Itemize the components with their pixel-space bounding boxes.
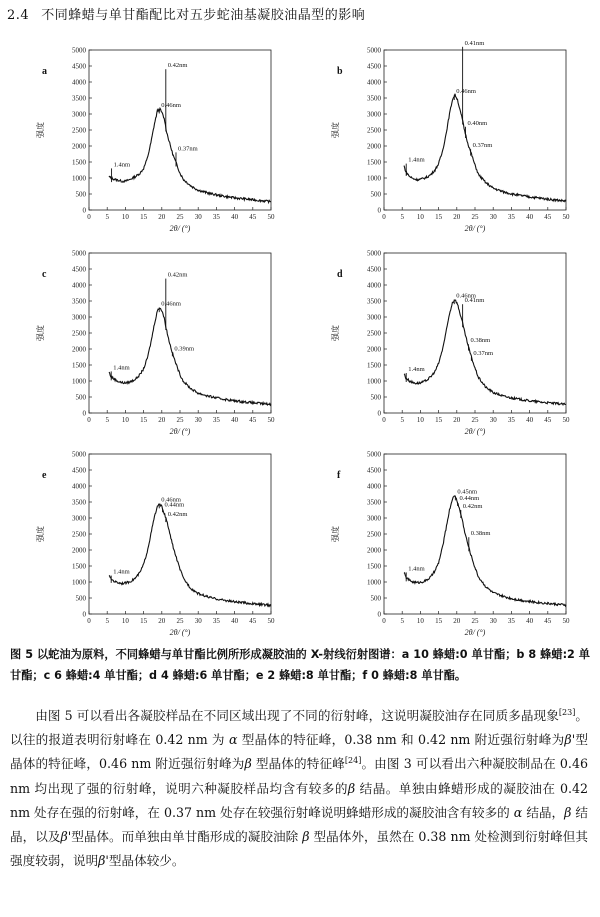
x-tick-label: 35 [507, 416, 515, 424]
peak-label: 1.4nm [113, 364, 130, 372]
x-tick-label: 40 [231, 617, 239, 625]
x-tick-label: 15 [140, 213, 148, 221]
x-tick-label: 20 [158, 416, 166, 424]
peak-label: 0.37nm [177, 145, 198, 153]
x-tick-label: 45 [249, 416, 257, 424]
body-text-segment: 型晶体的特征峰 [251, 756, 345, 772]
x-tick-label: 30 [489, 617, 497, 625]
panel-label: e [42, 470, 47, 481]
y-tick-label: 1000 [367, 174, 381, 183]
x-tick-label: 0 [382, 617, 386, 625]
y-tick-label: 4500 [72, 62, 86, 71]
body-text-segment: 结晶，以及 [10, 804, 588, 845]
peak-label: 0.42nm [462, 503, 483, 510]
peak-label: 0.46nm [456, 87, 476, 95]
peak-label: 0.37nm [473, 350, 494, 357]
x-axis-label: 2θ/ (°) [464, 427, 486, 436]
x-tick-label: 5 [400, 617, 404, 625]
y-tick-label: 500 [75, 393, 86, 402]
citation-ref: [23] [558, 707, 576, 717]
greek-symbol: β' [98, 853, 109, 869]
x-tick-label: 5 [105, 416, 109, 424]
chart-svg [300, 40, 590, 242]
xrd-panel-c [5, 243, 295, 445]
x-tick-label: 25 [176, 416, 184, 424]
x-tick-label: 0 [87, 617, 91, 625]
body-text-segment: 型晶体的特征峰，0.38 nm 和 0.42 nm 附近强衍射峰为 [237, 732, 565, 748]
peak-label: 0.46nm [161, 102, 181, 110]
panel-label: b [337, 66, 343, 77]
chart-svg [300, 444, 590, 646]
xrd-curve [109, 504, 271, 606]
y-tick-label: 1000 [367, 377, 381, 386]
x-tick-label: 20 [453, 416, 461, 424]
panel-label: a [42, 66, 47, 77]
chart-svg [5, 444, 295, 646]
y-tick-label: 2000 [72, 546, 86, 555]
x-tick-label: 15 [435, 416, 443, 424]
figure-caption [10, 644, 590, 686]
y-tick-label: 4500 [367, 466, 381, 475]
x-tick-label: 10 [121, 416, 129, 424]
peak-label: 1.4nm [113, 568, 130, 576]
x-tick-label: 50 [267, 416, 275, 424]
y-tick-label: 0 [377, 206, 381, 215]
y-axis-label: 强度 [331, 325, 340, 341]
x-axis-label: 2θ/ (°) [169, 224, 191, 233]
y-axis-label: 强度 [331, 122, 340, 138]
x-tick-label: 40 [231, 416, 239, 424]
xrd-panel-a [5, 40, 295, 242]
y-tick-label: 4500 [72, 265, 86, 274]
y-tick-label: 2500 [367, 329, 381, 338]
x-tick-label: 40 [526, 213, 534, 221]
y-tick-label: 2000 [72, 345, 86, 354]
y-tick-label: 1500 [367, 158, 381, 167]
y-tick-label: 1500 [72, 361, 86, 370]
y-tick-label: 2000 [72, 142, 86, 151]
x-tick-label: 35 [212, 617, 220, 625]
x-tick-label: 20 [453, 213, 461, 221]
body-text-segment: 由图 5 可以看出各凝胶样品在不同区域出现了不同的衍射峰，这说明凝胶油存在同质多晶现象 [35, 708, 559, 723]
y-tick-label: 1000 [72, 377, 86, 386]
peak-label: 0.46nm [161, 300, 181, 308]
x-tick-label: 5 [400, 416, 404, 424]
x-axis-label: 2θ/ (°) [169, 427, 191, 436]
section-title: 不同蜂蜡与单甘酯配比对五步蛇油基凝胶油晶型的影响 [41, 8, 366, 23]
xrd-panel-f [300, 444, 590, 646]
plot-frame [384, 253, 566, 413]
body-text-segment: 型晶体。而单独由单甘酯形成的凝胶油除 [71, 829, 303, 845]
x-tick-label: 0 [87, 416, 91, 424]
body-text-segment: 型晶体的特征峰，0.46 nm 附近强衍射峰为 [10, 732, 589, 772]
y-tick-label: 4000 [367, 482, 381, 491]
y-tick-label: 2500 [367, 530, 381, 539]
x-tick-label: 5 [400, 213, 404, 221]
x-tick-label: 40 [526, 416, 534, 424]
x-tick-label: 40 [231, 213, 239, 221]
peak-label: 0.44nm [459, 495, 480, 502]
x-axis-label: 2θ/ (°) [464, 628, 486, 637]
y-tick-label: 0 [377, 409, 381, 418]
y-tick-label: 5000 [72, 249, 86, 258]
citation-ref: [24] [344, 756, 362, 766]
panel-label: c [42, 269, 47, 280]
section-number: 2.4 [7, 8, 30, 23]
y-tick-label: 0 [82, 409, 86, 418]
greek-symbol: β' [60, 829, 72, 845]
body-text-segment: 型晶体较少。 [108, 853, 185, 869]
x-tick-label: 10 [416, 416, 424, 424]
body-text-segment: 结晶。单独由蜂蜡形成的凝胶油在 0.42 nm 处存在强的衍射峰，在 0.37 nm 处存在较强衍射峰说明蜂蜡形成的凝胶油含有较多的 [10, 780, 588, 820]
x-tick-label: 10 [121, 213, 129, 221]
peak-label: 1.4nm [408, 366, 425, 373]
figure-caption-text: 以蛇油为原料，不同蜂蜡与单甘酯比例所形成凝胶油的 X-射线衍射图谱：a 10 蜂蜡:0 单甘酯；b 8 蜂蜡:2 单甘酯；c 6 蜂蜡:4 单甘酯；d 4 蜂蜡:6 单甘酯；e 2 蜂蜡:8 单甘酯；f 0 蜂蜡:8 单甘酯。 [10, 648, 590, 682]
peak-label: 0.46nm [456, 292, 476, 300]
x-tick-label: 15 [140, 617, 148, 625]
x-tick-label: 50 [267, 617, 275, 625]
y-axis-label: 强度 [36, 526, 45, 542]
y-axis-label: 强度 [36, 122, 45, 138]
plot-frame [384, 50, 566, 210]
xrd-curve [404, 496, 566, 606]
y-tick-label: 0 [82, 610, 86, 619]
y-tick-label: 2500 [72, 126, 86, 135]
x-tick-label: 10 [121, 617, 129, 625]
x-tick-label: 30 [194, 213, 202, 221]
panel-label: d [337, 269, 343, 280]
peak-label: 0.38nm [470, 530, 491, 538]
x-tick-label: 35 [212, 213, 220, 221]
x-tick-label: 25 [176, 213, 184, 221]
y-tick-label: 2500 [72, 329, 86, 338]
y-tick-label: 3000 [72, 313, 86, 322]
peak-label: 0.44nm [164, 501, 185, 509]
xrd-panel-d [300, 243, 590, 445]
x-tick-label: 30 [489, 213, 497, 221]
section-heading [7, 4, 365, 23]
y-tick-label: 1500 [72, 158, 86, 167]
y-tick-label: 1000 [367, 578, 381, 587]
x-tick-label: 50 [562, 416, 570, 424]
y-axis-label: 强度 [36, 325, 45, 341]
x-tick-label: 30 [489, 416, 497, 424]
y-tick-label: 3500 [367, 297, 381, 306]
greek-symbol: β [244, 756, 252, 772]
x-tick-label: 40 [526, 617, 534, 625]
chart-svg [300, 243, 590, 445]
x-tick-label: 50 [562, 213, 570, 221]
y-tick-label: 5000 [367, 249, 381, 258]
y-axis-label: 强度 [331, 526, 340, 542]
y-tick-label: 5000 [367, 46, 381, 55]
greek-symbol: β [564, 804, 572, 820]
y-tick-label: 0 [377, 610, 381, 619]
greek-symbol: β [302, 829, 310, 845]
y-tick-label: 4000 [367, 78, 381, 87]
chart-svg [5, 40, 295, 242]
figure-label: 图 5 [10, 648, 33, 661]
y-tick-label: 2000 [367, 142, 381, 151]
y-tick-label: 500 [75, 190, 86, 199]
x-tick-label: 45 [544, 416, 552, 424]
x-tick-label: 5 [105, 617, 109, 625]
peak-label: 0.46nm [161, 496, 181, 504]
x-tick-label: 15 [435, 213, 443, 221]
y-tick-label: 2000 [367, 546, 381, 555]
body-text-segment: 型晶体外，虽然在 0.38 nm 处检测到衍射峰但其强度较弱，说明 [10, 829, 588, 869]
x-tick-label: 15 [435, 617, 443, 625]
x-tick-label: 30 [194, 416, 202, 424]
x-tick-label: 20 [453, 617, 461, 625]
y-tick-label: 0 [82, 206, 86, 215]
x-tick-label: 45 [544, 213, 552, 221]
x-tick-label: 10 [416, 617, 424, 625]
y-tick-label: 1000 [72, 174, 86, 183]
y-tick-label: 4000 [72, 281, 86, 290]
y-tick-label: 1500 [367, 361, 381, 370]
x-tick-label: 35 [507, 617, 515, 625]
y-tick-label: 500 [370, 393, 381, 402]
plot-frame [89, 50, 271, 210]
y-tick-label: 3500 [72, 94, 86, 103]
peak-label: 0.41nm [464, 40, 485, 47]
x-tick-label: 50 [562, 617, 570, 625]
peak-label: 0.42nm [167, 271, 188, 279]
y-tick-label: 3000 [72, 110, 86, 119]
y-tick-label: 4500 [72, 466, 86, 475]
body-text-segment: 。以往的报道表明衍射峰在 0.42 nm 为 [10, 708, 588, 748]
x-tick-label: 25 [471, 416, 479, 424]
y-tick-label: 3000 [367, 313, 381, 322]
y-tick-label: 4500 [367, 265, 381, 274]
y-tick-label: 4000 [72, 482, 86, 491]
y-tick-label: 2000 [367, 345, 381, 354]
panel-label: f [337, 470, 341, 481]
peak-label: 0.41nm [464, 297, 485, 305]
y-tick-label: 5000 [72, 450, 86, 459]
x-tick-label: 50 [267, 213, 275, 221]
x-axis-label: 2θ/ (°) [464, 224, 486, 233]
x-tick-label: 0 [382, 416, 386, 424]
peak-label: 0.42nm [167, 511, 188, 518]
x-tick-label: 0 [87, 213, 91, 221]
y-tick-label: 500 [370, 594, 381, 603]
x-tick-label: 25 [471, 617, 479, 625]
peak-label: 0.37nm [472, 142, 493, 150]
peak-label: 1.4nm [113, 161, 131, 169]
xrd-panel-e [5, 444, 295, 646]
peak-label: 0.45nm [457, 488, 478, 496]
peak-label: 0.42nm [167, 62, 188, 70]
x-tick-label: 35 [507, 213, 515, 221]
body-paragraph [10, 704, 588, 873]
greek-symbol: β [347, 780, 356, 796]
x-tick-label: 0 [382, 213, 386, 221]
x-axis-label: 2θ/ (°) [169, 628, 191, 637]
y-tick-label: 3000 [367, 110, 381, 119]
body-text-segment: 结晶， [522, 804, 565, 820]
peak-label: 1.4nm [408, 565, 425, 573]
greek-symbol: α [229, 732, 238, 748]
y-tick-label: 500 [75, 594, 86, 603]
y-tick-label: 4500 [367, 62, 381, 71]
x-tick-label: 45 [249, 617, 257, 625]
x-tick-label: 10 [416, 213, 424, 221]
y-tick-label: 4000 [72, 78, 86, 87]
y-tick-label: 1000 [72, 578, 86, 587]
y-tick-label: 3500 [367, 498, 381, 507]
xrd-curve [109, 108, 271, 202]
body-text-segment: 。由图 3 可以看出六种凝胶制品在 0.46 nm 均出现了强的衍射峰，说明六种凝胶样品均含有较多的 [10, 756, 588, 796]
x-tick-label: 25 [471, 213, 479, 221]
x-tick-label: 35 [212, 416, 220, 424]
y-tick-label: 3000 [367, 514, 381, 523]
x-tick-label: 45 [544, 617, 552, 625]
peak-label: 0.39nm [174, 345, 195, 353]
y-tick-label: 4000 [367, 281, 381, 290]
y-tick-label: 2500 [367, 126, 381, 135]
y-tick-label: 500 [370, 190, 381, 199]
y-tick-label: 5000 [72, 46, 86, 55]
x-tick-label: 20 [158, 617, 166, 625]
y-tick-label: 2500 [72, 530, 86, 539]
x-tick-label: 30 [194, 617, 202, 625]
greek-symbol: β' [564, 732, 576, 748]
plot-frame [89, 454, 271, 614]
y-tick-label: 1500 [367, 562, 381, 571]
greek-symbol: α [513, 804, 523, 820]
x-tick-label: 20 [158, 213, 166, 221]
peak-label: 0.38nm [470, 337, 491, 345]
xrd-panel-b [300, 40, 590, 242]
peak-label: 0.40nm [467, 119, 488, 127]
peak-label: 1.4nm [408, 156, 425, 164]
y-tick-label: 1500 [72, 562, 86, 571]
xrd-curve [109, 308, 271, 405]
y-tick-label: 5000 [367, 450, 381, 459]
chart-svg [5, 243, 295, 445]
x-tick-label: 25 [176, 617, 184, 625]
y-tick-label: 3000 [72, 514, 86, 523]
x-tick-label: 45 [249, 213, 257, 221]
y-tick-label: 3500 [72, 498, 86, 507]
y-tick-label: 3500 [367, 94, 381, 103]
x-tick-label: 15 [140, 416, 148, 424]
y-tick-label: 3500 [72, 297, 86, 306]
x-tick-label: 5 [105, 213, 109, 221]
